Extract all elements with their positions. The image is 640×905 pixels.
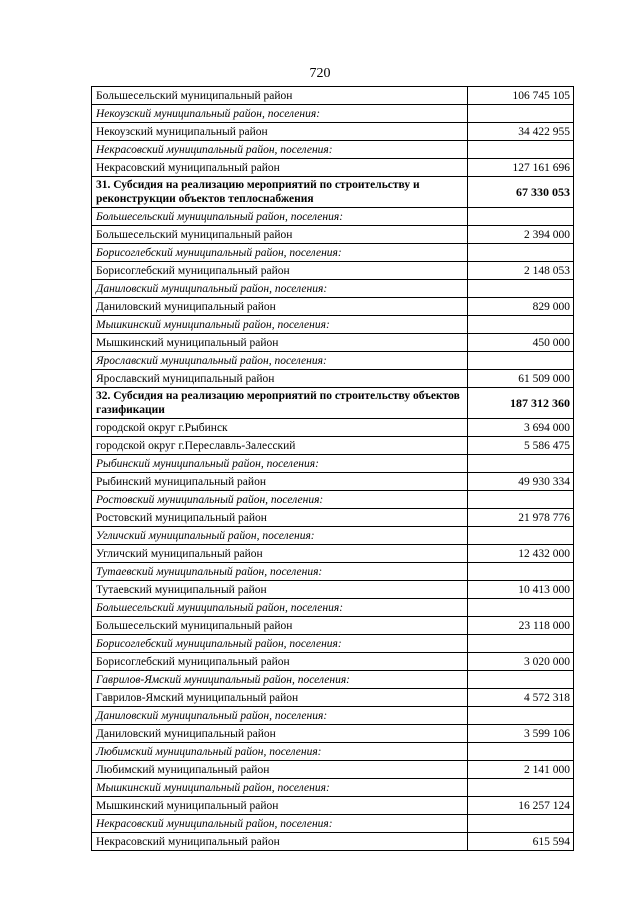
table-row: [92, 617, 574, 635]
subgroup-label-row: [92, 491, 574, 509]
row-amount: [468, 244, 574, 262]
subgroup-label-row: [92, 707, 574, 725]
row-amount: 3 020 000: [468, 653, 574, 671]
row-name: Даниловский муниципальный район, поселения:: [92, 707, 468, 725]
row-amount: 12 432 000: [468, 545, 574, 563]
row-amount: [468, 141, 574, 159]
table-row: [92, 509, 574, 527]
row-amount: [468, 779, 574, 797]
row-amount: [468, 743, 574, 761]
row-amount: [468, 563, 574, 581]
row-name: Угличский муниципальный район: [92, 545, 468, 563]
row-name: Гаврилов-Ямский муниципальный район: [92, 689, 468, 707]
table-row: [92, 262, 574, 280]
row-name: Некоузский муниципальный район, поселения:: [92, 105, 468, 123]
table-row: [92, 473, 574, 491]
table-row: [92, 725, 574, 743]
subgroup-label-row: [92, 105, 574, 123]
row-amount: 2 148 053: [468, 262, 574, 280]
row-amount: [468, 815, 574, 833]
row-name: Мышкинский муниципальный район: [92, 797, 468, 815]
row-amount: 49 930 334: [468, 473, 574, 491]
row-amount: 127 161 696: [468, 159, 574, 177]
row-name: Рыбинский муниципальный район: [92, 473, 468, 491]
row-name: Ростовский муниципальный район, поселения:: [92, 491, 468, 509]
subgroup-label-row: [92, 280, 574, 298]
subgroup-label-row: [92, 455, 574, 473]
row-name: Даниловский муниципальный район: [92, 725, 468, 743]
table-row: [92, 123, 574, 141]
row-amount: 106 745 105: [468, 87, 574, 105]
table-row: [92, 689, 574, 707]
row-name: Рыбинский муниципальный район, поселения:: [92, 455, 468, 473]
row-amount: 5 586 475: [468, 437, 574, 455]
page-number: 720: [309, 66, 331, 81]
subgroup-label-row: [92, 316, 574, 334]
row-name: Даниловский муниципальный район, поселения:: [92, 280, 468, 298]
row-name: Некрасовский муниципальный район: [92, 833, 468, 851]
row-amount: 4 572 318: [468, 689, 574, 707]
row-name: Ярославский муниципальный район, поселения:: [92, 352, 468, 370]
row-amount: 61 509 000: [468, 370, 574, 388]
table-row: [92, 581, 574, 599]
table-row: [92, 761, 574, 779]
row-name: Большесельский муниципальный район, поселения:: [92, 208, 468, 226]
row-name: Мышкинский муниципальный район: [92, 334, 468, 352]
row-name: Борисоглебский муниципальный район, поселения:: [92, 244, 468, 262]
row-name: Большесельский муниципальный район, поселения:: [92, 599, 468, 617]
row-amount: [468, 491, 574, 509]
subgroup-label-row: [92, 563, 574, 581]
section-heading-row: [92, 388, 574, 419]
table-row: [92, 797, 574, 815]
row-name: Ростовский муниципальный район: [92, 509, 468, 527]
section-heading-row: [92, 177, 574, 208]
row-name: Некоузский муниципальный район: [92, 123, 468, 141]
row-amount: [468, 707, 574, 725]
row-name: Некрасовский муниципальный район, поселения:: [92, 141, 468, 159]
row-amount: 2 141 000: [468, 761, 574, 779]
subsidy-table: [91, 86, 574, 851]
row-amount: 187 312 360: [468, 388, 574, 419]
table-row: [92, 298, 574, 316]
row-amount: [468, 105, 574, 123]
row-amount: 450 000: [468, 334, 574, 352]
subgroup-label-row: [92, 779, 574, 797]
row-name: Тутаевский муниципальный район, поселения:: [92, 563, 468, 581]
subgroup-label-row: [92, 635, 574, 653]
row-amount: 16 257 124: [468, 797, 574, 815]
table-row: [92, 159, 574, 177]
row-amount: [468, 280, 574, 298]
row-name: Большесельский муниципальный район: [92, 226, 468, 244]
row-name: Тутаевский муниципальный район: [92, 581, 468, 599]
row-amount: [468, 671, 574, 689]
row-amount: [468, 599, 574, 617]
row-name: Некрасовский муниципальный район, поселения:: [92, 815, 468, 833]
row-name: Борисоглебский муниципальный район: [92, 262, 468, 280]
row-amount: 34 422 955: [468, 123, 574, 141]
row-name: Угличский муниципальный район, поселения:: [92, 527, 468, 545]
row-name: Любимский муниципальный район: [92, 761, 468, 779]
row-amount: 10 413 000: [468, 581, 574, 599]
table-row: [92, 370, 574, 388]
row-name: городской округ г.Рыбинск: [92, 419, 468, 437]
row-amount: 3 599 106: [468, 725, 574, 743]
row-name: Даниловский муниципальный район: [92, 298, 468, 316]
row-amount: 3 694 000: [468, 419, 574, 437]
table-row: [92, 226, 574, 244]
row-amount: [468, 208, 574, 226]
table-row: [92, 87, 574, 105]
subgroup-label-row: [92, 352, 574, 370]
row-amount: 2 394 000: [468, 226, 574, 244]
row-amount: 829 000: [468, 298, 574, 316]
row-name: Большесельский муниципальный район: [92, 87, 468, 105]
table-row: [92, 419, 574, 437]
table-row: [92, 833, 574, 851]
subgroup-label-row: [92, 141, 574, 159]
subgroup-label-row: [92, 671, 574, 689]
row-name: Гаврилов-Ямский муниципальный район, поселения:: [92, 671, 468, 689]
row-name: Борисоглебский муниципальный район, поселения:: [92, 635, 468, 653]
row-name: Некрасовский муниципальный район: [92, 159, 468, 177]
row-amount: 23 118 000: [468, 617, 574, 635]
subgroup-label-row: [92, 743, 574, 761]
row-name: Ярославский муниципальный район: [92, 370, 468, 388]
subgroup-label-row: [92, 527, 574, 545]
row-name: 31. Субсидия на реализацию мероприятий по строительству и реконструкции объектов теплоснабжения: [92, 177, 468, 208]
row-name: Большесельский муниципальный район: [92, 617, 468, 635]
row-amount: [468, 316, 574, 334]
subgroup-label-row: [92, 599, 574, 617]
row-name: городской округ г.Переславль-Залесский: [92, 437, 468, 455]
row-amount: 67 330 053: [468, 177, 574, 208]
row-amount: [468, 352, 574, 370]
row-name: Любимский муниципальный район, поселения:: [92, 743, 468, 761]
table-row: [92, 334, 574, 352]
row-amount: 21 978 776: [468, 509, 574, 527]
row-amount: [468, 527, 574, 545]
row-name: Мышкинский муниципальный район, поселения:: [92, 316, 468, 334]
row-name: 32. Субсидия на реализацию мероприятий по строительству объектов газификации: [92, 388, 468, 419]
subsidy-table-body: [92, 87, 574, 851]
row-name: Мышкинский муниципальный район, поселения:: [92, 779, 468, 797]
subgroup-label-row: [92, 244, 574, 262]
subgroup-label-row: [92, 815, 574, 833]
row-amount: [468, 455, 574, 473]
table-row: [92, 653, 574, 671]
row-amount: [468, 635, 574, 653]
row-amount: 615 594: [468, 833, 574, 851]
table-row: [92, 545, 574, 563]
subgroup-label-row: [92, 208, 574, 226]
row-name: Борисоглебский муниципальный район: [92, 653, 468, 671]
table-row: [92, 437, 574, 455]
